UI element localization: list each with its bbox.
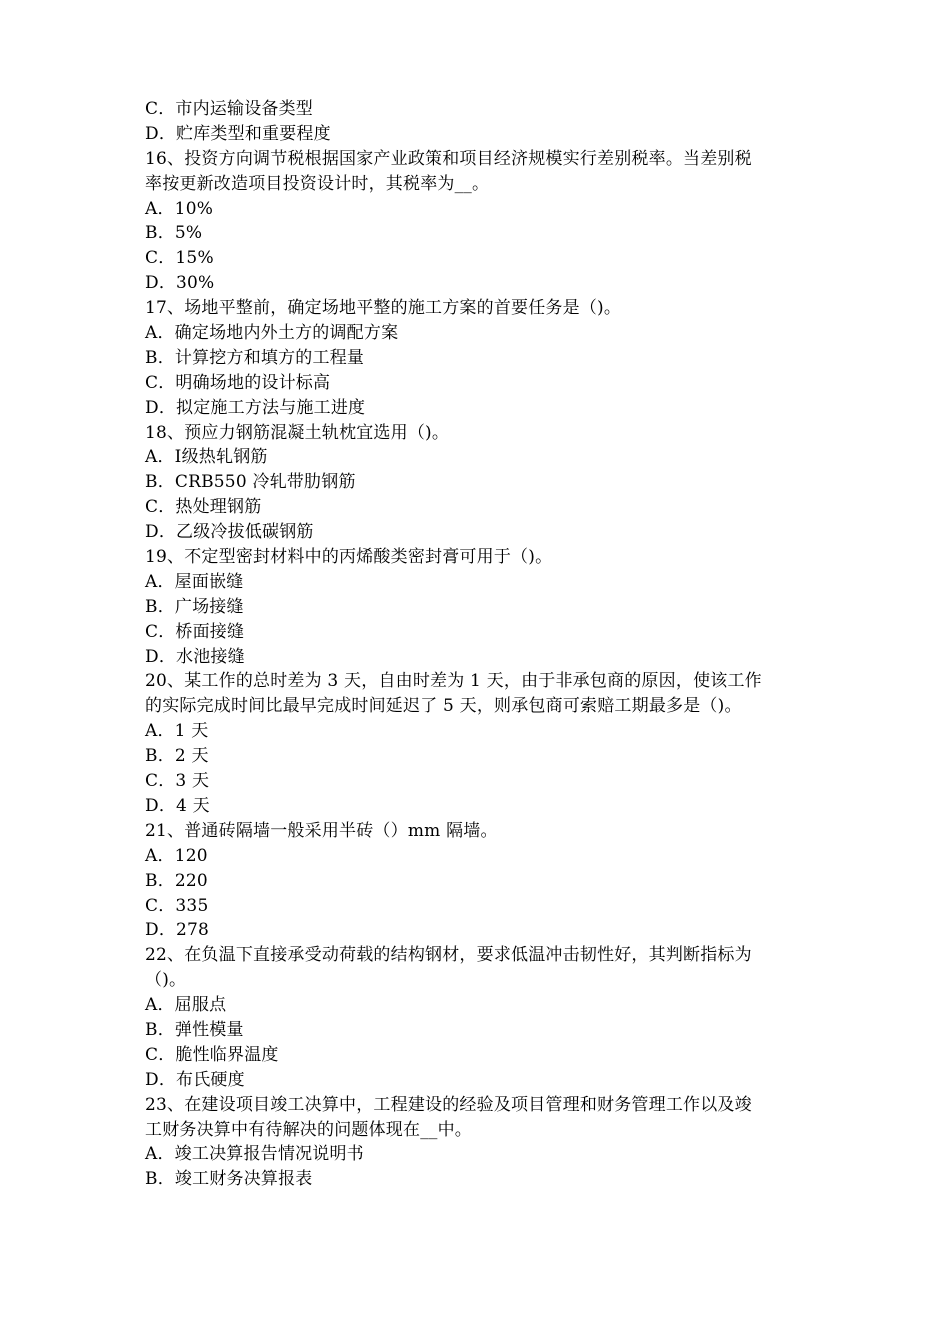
text-line: C．15% [145,248,214,269]
text-line: D．4 天 [145,795,210,816]
text-line: 17、场地平整前，确定场地平整的施工方案的首要任务是（)。 [145,298,622,319]
text-line: C．335 [145,895,209,916]
text-line: A．确定场地内外土方的调配方案 [145,323,399,344]
text-line: C．脆性临界温度 [145,1044,279,1065]
text-line: B．220 [145,870,208,891]
text-line: D．水池接缝 [145,646,245,667]
text-line: C．市内运输设备类型 [145,99,314,119]
text-line: D．278 [145,920,210,941]
text-line: B．竣工财务决算报表 [145,1169,313,1190]
text-line: B．弹性模量 [145,1019,244,1040]
text-line: C．明确场地的设计标高 [145,372,331,393]
text-line: B．2 天 [145,746,209,767]
text-line: B．CRB550 冷轧带肋钢筋 [145,472,356,493]
text-line: 21、普通砖隔墙一般采用半砖（）mm 隔墙。 [145,820,498,841]
text-line: 20、某工作的总时差为 3 天，自由时差为 1 天，由于非承包商的原因，使该工作 [145,671,762,692]
text-line: 23、在建设项目竣工决算中，工程建设的经验及项目管理和财务管理工作以及竣 [145,1094,752,1115]
text-line: 16、投资方向调节税根据国家产业政策和项目经济规模实行差别税率。当差别税 [145,148,752,169]
text-line: B．广场接缝 [145,596,244,617]
text-line: 19、不定型密封材料中的丙烯酸类密封膏可用于（)。 [145,547,553,568]
text-line: （)。 [145,970,187,991]
text-line: D．30% [145,273,215,294]
text-line: 18、预应力钢筋混凝土轨枕宜选用（)。 [145,422,450,443]
text-line: C．桥面接缝 [145,621,245,642]
text-line: 的实际完成时间比最早完成时间延迟了 5 天，则承包商可索赔工期最多是（)。 [145,696,742,717]
text-line: B．计算挖方和填方的工程量 [145,347,365,368]
text-line: C．3 天 [145,771,210,792]
text-line: A．屋面嵌缝 [145,571,244,592]
text-line: 率按更新改造项目投资设计时，其税率为__。 [145,173,490,194]
text-line: A．120 [145,845,208,866]
text-line: D．乙级冷拔低碳钢筋 [145,522,314,543]
document-body [145,97,817,1192]
text-line: 工财务决算中有待解决的问题体现在__中。 [145,1119,472,1140]
text-line: D．拟定施工方法与施工进度 [145,397,366,418]
text-line: 22、在负温下直接承受动荷载的结构钢材，要求低温冲击韧性好，其判断指标为 [145,945,752,966]
text-line: B．5% [145,223,203,244]
text-line: D．贮库类型和重要程度 [145,123,331,144]
text-line: D．布氏硬度 [145,1069,245,1090]
text-line: A．竣工决算报告情况说明书 [145,1144,364,1165]
text-line: A．10% [145,198,214,219]
text-line: A．1 天 [145,721,209,742]
text-line: A．Ⅰ级热轧钢筋 [145,447,268,468]
text-line: C．热处理钢筋 [145,497,262,518]
text-line: A．屈服点 [145,995,227,1016]
